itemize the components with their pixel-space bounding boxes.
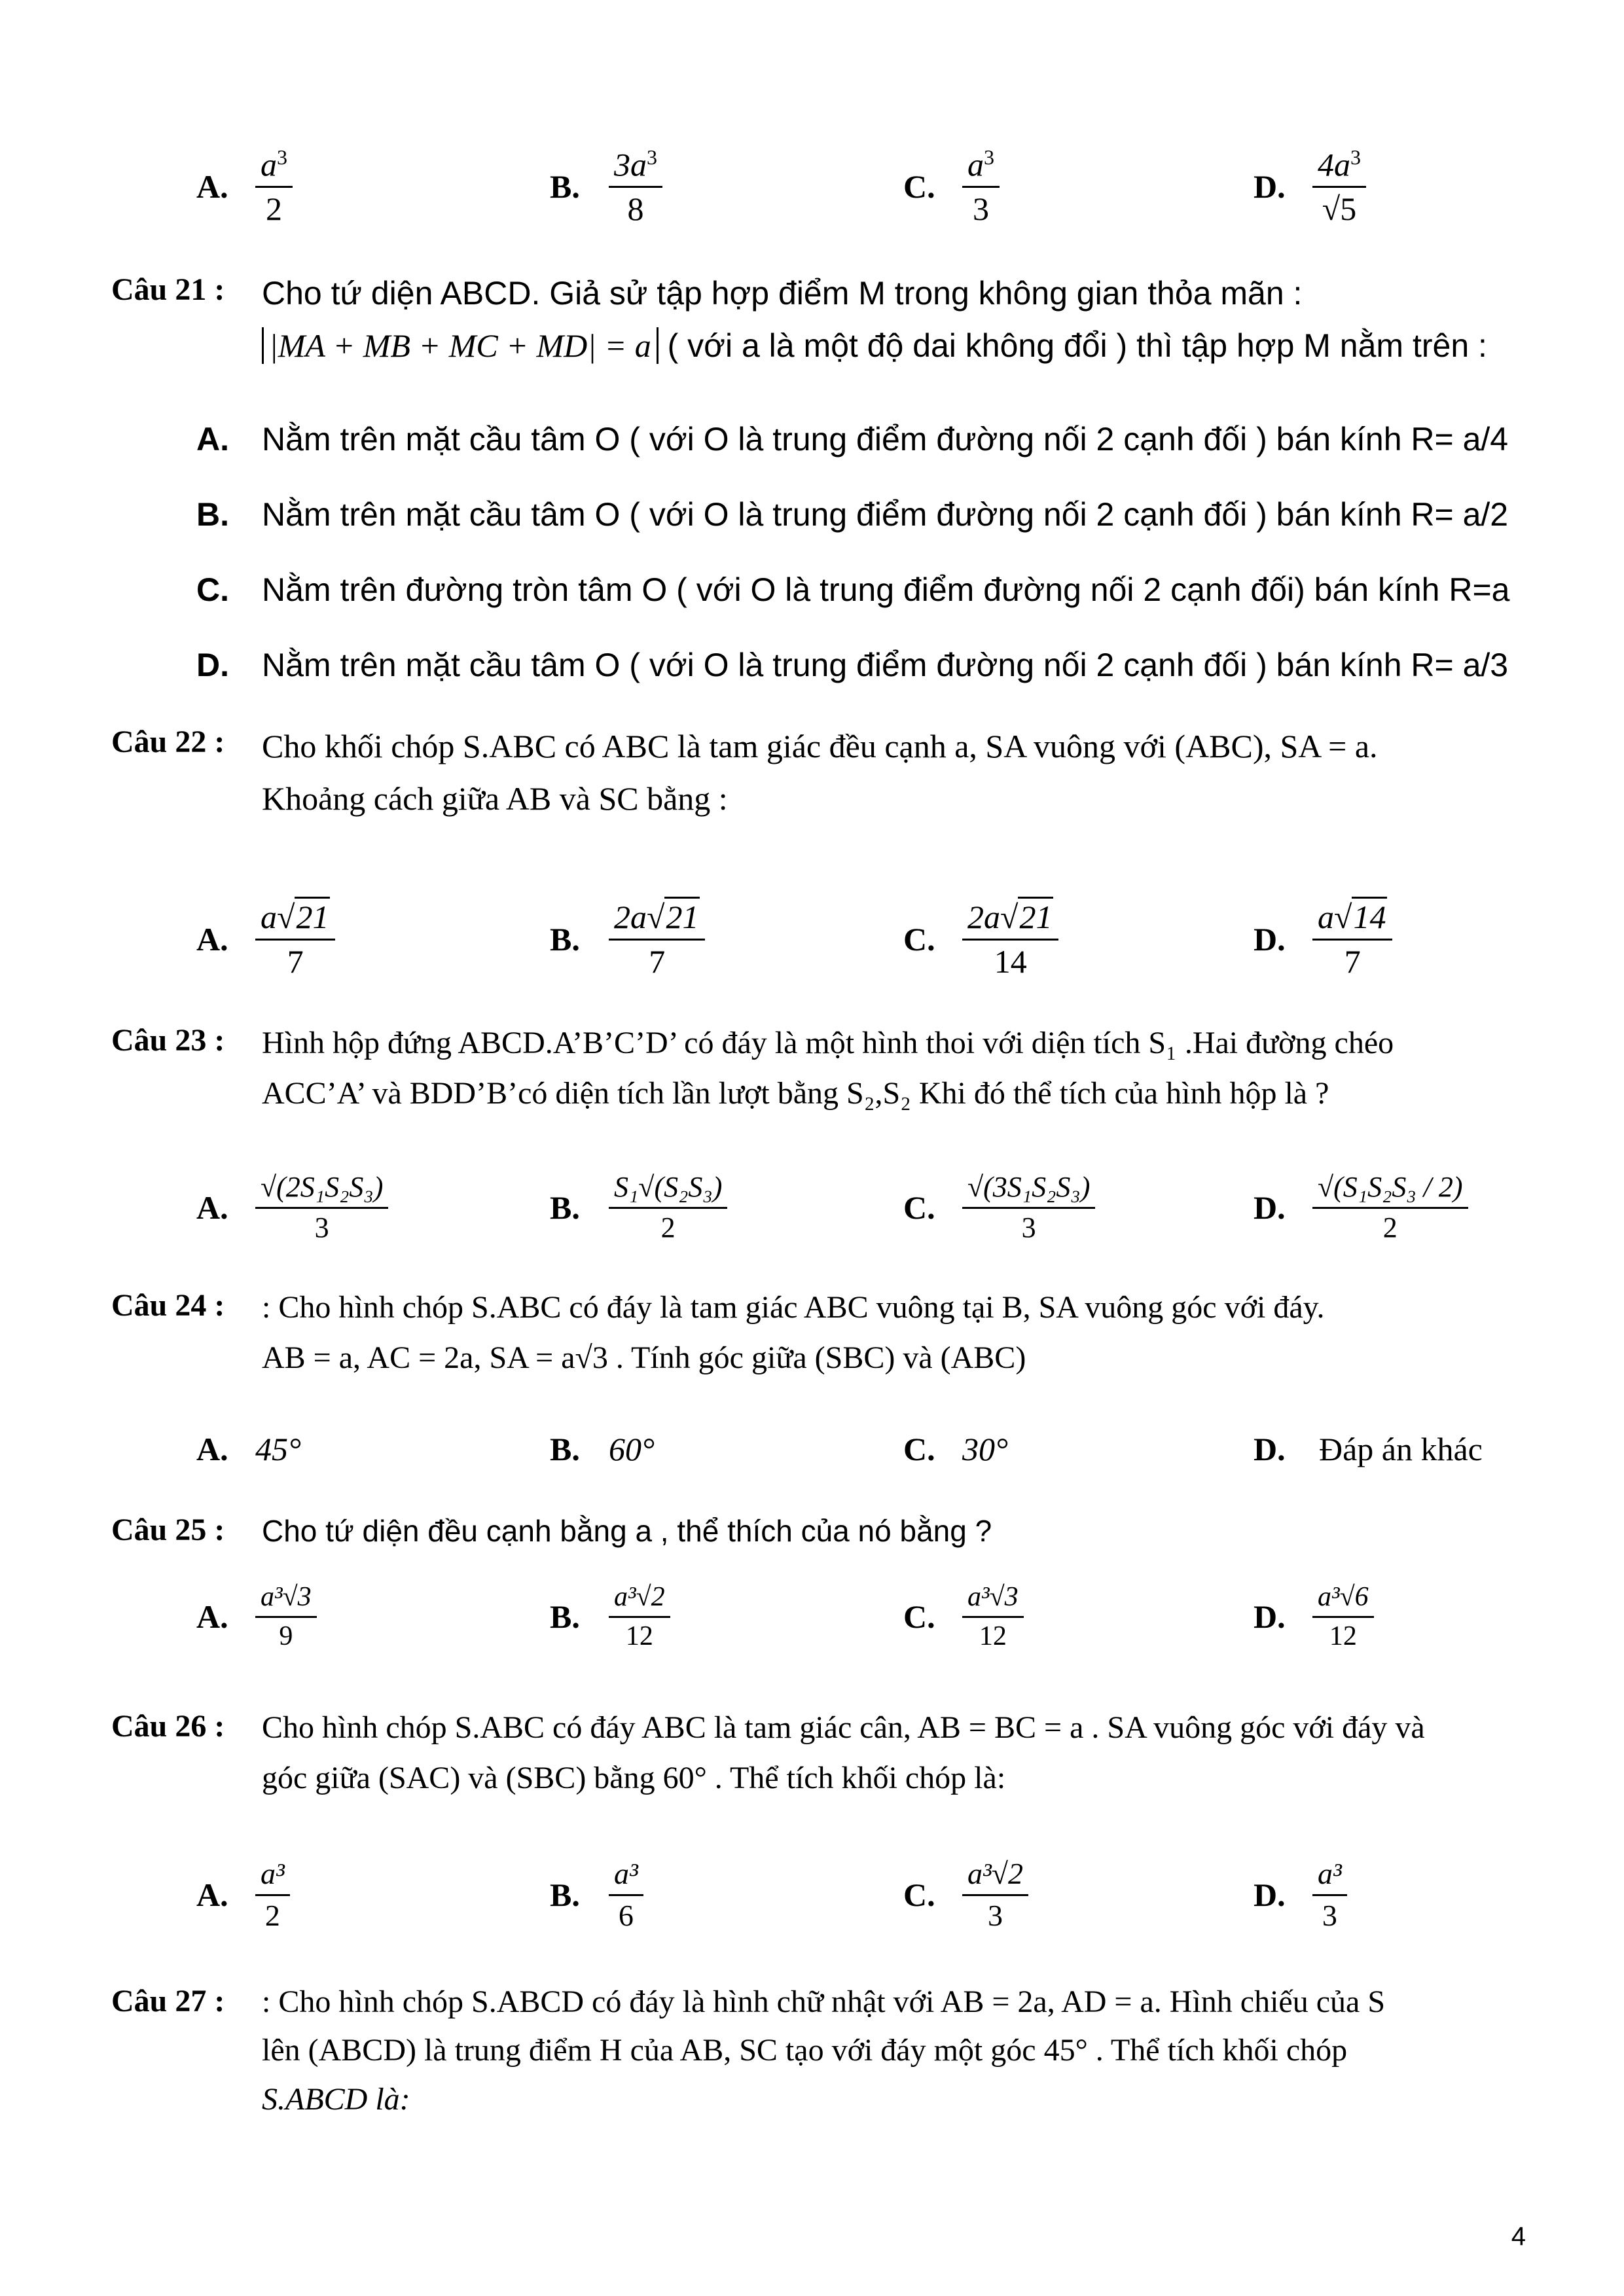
q21-line1: Cho tứ diện ABCD. Giả sử tập hợp điểm M trong không gian thỏa mãn : bbox=[262, 275, 1303, 312]
q23-options bbox=[0, 1158, 1624, 1257]
q21-line2: |MA + MB + MC + MD| = a ( với a là một độ dai không đổi ) thì tập hợp M nằm trên : bbox=[262, 319, 1571, 372]
q21-label: Câu 21 : bbox=[111, 272, 225, 307]
q26-option-a[interactable]: A. $\frac{\text{a³}}{2}$ bbox=[196, 1839, 290, 1950]
q24-option-a[interactable]: A. 45° bbox=[196, 1431, 301, 1467]
q24-option-b[interactable]: B. 60° bbox=[550, 1431, 655, 1467]
q26-option-c[interactable]: C. $\frac{\text{a³√2}}{3}$ bbox=[903, 1839, 1028, 1950]
fraction: $\frac{a^3}{3}$ bbox=[962, 147, 1000, 226]
q25-option-b[interactable]: B. $\frac{\text{a³√2}}{12}$ bbox=[550, 1568, 670, 1666]
fraction: $\frac{4a^3}{√5}$ bbox=[1312, 147, 1366, 226]
q24-text: : Cho hình chóp S.ABC có đáy là tam giác ABC vuông tại B, SA vuông góc với đáy. AB = a, AC = 2a, SA = a√3 . Tính góc giữa (SBC) và (ABC) bbox=[262, 1290, 1325, 1375]
fraction: $\frac{a^3}{2}$ bbox=[255, 147, 293, 226]
fraction: $\frac{3a^3}{8}$ bbox=[609, 147, 662, 226]
q22-option-c[interactable]: C. $\frac{2a√21}{14}$ bbox=[903, 884, 1058, 995]
q23-label: Câu 23 : bbox=[111, 1023, 225, 1058]
q20-options bbox=[0, 134, 1624, 239]
q21-option-d[interactable]: D. Nằm trên mặt cầu tâm O ( với O là trung điểm đường nối 2 cạnh đối ) bán kính R= a/3 bbox=[196, 647, 1509, 683]
q27-text: : Cho hình chóp S.ABCD có đáy là hình chữ nhật với AB = 2a, AD = a. Hình chiếu của S lên (ABCD) là trung điểm H của AB, SC tạo với đáy một góc 45° . Thể tích khối chóp S.ABCD là: bbox=[262, 1984, 1386, 2117]
q26-option-b[interactable]: B. $\frac{\text{a³}}{6}$ bbox=[550, 1839, 643, 1950]
q21-text bbox=[262, 267, 1571, 372]
q23-text: Hình hộp đứng ABCD.A’B’C’D’ có đáy là một hình thoi với diện tích S₁ .Hai đường chéo ACC’A’ và BDD’B’có diện tích lần lượt bằng S₂,S₂ Khi đó thể tích của hình hộp là ? bbox=[262, 1026, 1394, 1111]
q22-options bbox=[0, 884, 1624, 995]
q26-option-d[interactable]: D. $\frac{\text{a³}}{3}$ bbox=[1254, 1839, 1347, 1950]
q22-label: Câu 22 : bbox=[111, 725, 225, 759]
q22-text: Cho khối chóp S.ABC có ABC là tam giác đều cạnh a, SA vuông với (ABC), SA = a. Khoảng cách giữa AB và SC bằng : bbox=[262, 728, 1378, 817]
q23-option-d[interactable]: D. $\frac{\text{√(S₁S₂S₃ / 2)}}{2}$ bbox=[1254, 1158, 1468, 1257]
q25-options bbox=[0, 1568, 1624, 1666]
q25-option-a[interactable]: A. $\frac{\text{a³√3}}{9}$ bbox=[196, 1568, 317, 1666]
q21-option-c[interactable]: C. Nằm trên đường tròn tâm O ( với O là trung điểm đường nối 2 cạnh đối) bán kính R=a bbox=[196, 571, 1510, 608]
q21-option-b[interactable]: B. Nằm trên mặt cầu tâm O ( với O là trung điểm đường nối 2 cạnh đối ) bán kính R= a/2 bbox=[196, 496, 1509, 533]
q26-text: Cho hình chóp S.ABC có đáy ABC là tam giác cân, AB = BC = a . SA vuông góc với đáy và góc giữa (SAC) và (SBC) bằng 60° . Thể tích khối chóp là: bbox=[262, 1710, 1425, 1795]
q27-label: Câu 27 : bbox=[111, 1984, 225, 2018]
q24-option-d[interactable]: D. Đáp án khác bbox=[1254, 1431, 1483, 1467]
q24-label: Câu 24 : bbox=[111, 1288, 225, 1323]
q22-option-a[interactable]: A. $\frac{a√21}{7}$ bbox=[196, 884, 335, 995]
q20-option-c[interactable]: C. $\frac{a^3}{3}$ bbox=[903, 134, 1000, 239]
page-number: 4 bbox=[1511, 2222, 1526, 2251]
q25-option-c[interactable]: C. $\frac{\text{a³√3}}{12}$ bbox=[903, 1568, 1024, 1666]
q25-text: Cho tứ diện đều cạnh bằng a , thể thích của nó bằng ? bbox=[262, 1514, 992, 1548]
q22-option-d[interactable]: D. $\frac{a√14}{7}$ bbox=[1254, 884, 1392, 995]
q26-label: Câu 26 : bbox=[111, 1709, 225, 1744]
q23-option-b[interactable]: B. $\frac{\text{S₁√(S₂S₃)}}{2}$ bbox=[550, 1158, 727, 1257]
q21-formula: |MA + MB + MC + MD| = a bbox=[262, 327, 659, 364]
q22-option-b[interactable]: B. $\frac{2a√21}{7}$ bbox=[550, 884, 705, 995]
q23-option-c[interactable]: C. $\frac{\text{√(3S₁S₂S₃)}}{3}$ bbox=[903, 1158, 1095, 1257]
q20-option-b[interactable]: B. $\frac{3a^3}{8}$ bbox=[550, 134, 662, 239]
q25-option-d[interactable]: D. $\frac{\text{a³√6}}{12}$ bbox=[1254, 1568, 1374, 1666]
q20-option-d[interactable]: D. $\frac{4a^3}{√5}$ bbox=[1254, 134, 1366, 239]
q26-options bbox=[0, 1839, 1624, 1950]
q25-label: Câu 25 : bbox=[111, 1513, 225, 1547]
q20-option-a[interactable]: A. $\frac{a^3}{2}$ bbox=[196, 134, 293, 239]
q23-option-a[interactable]: A. $\frac{\text{√(2S₁S₂S₃)}}{3}$ bbox=[196, 1158, 388, 1257]
q24-option-c[interactable]: C. 30° bbox=[903, 1431, 1008, 1467]
q21-option-a[interactable]: A. Nằm trên mặt cầu tâm O ( với O là trung điểm đường nối 2 cạnh đối ) bán kính R= a/4 bbox=[196, 421, 1509, 457]
